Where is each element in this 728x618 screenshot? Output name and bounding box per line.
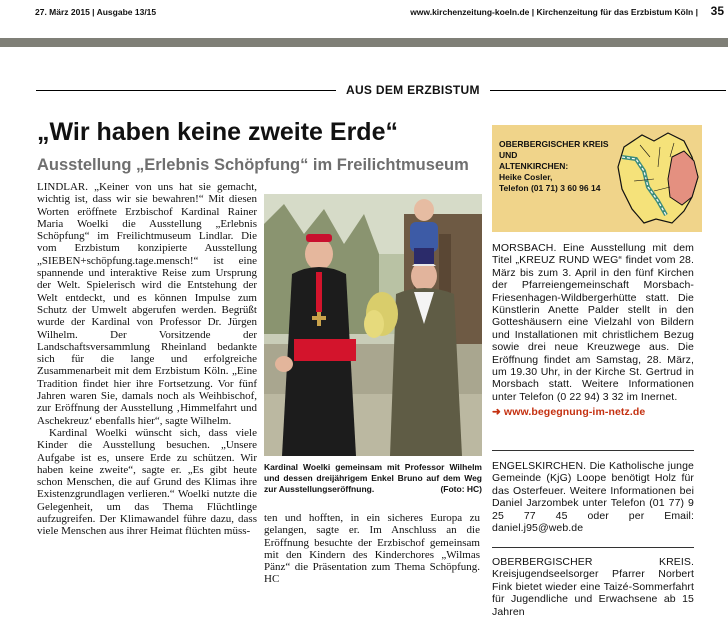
article-paragraph: LINDLAR. „Keiner von uns hat sie gemacht, wichtig ist, dass wir sie bewahren!“ Mit diesen Worten eröffnete Erzbischof Kardinal Rainer Maria Woelki die Ausstellung „Erlebnis Schöpfung“ im Freilichtmuseum Lindlar. Die vom Erzbistum konzipierte Ausstellung „SIEBEN+schöpfung.tage.mensch!“ ist eine spannende und interaktive Reise zum Ursprung der Welt. Spielerisch wird die Entstehung der Welt entdeckt, und es können Impulse zum Schutz der Umwelt abgerufen werden. Begrüßt wurde der Kardinal von Professor Dr. Jürgen Wilhelm. Der Vorsitzende der Landschaftsversammlung Rheinland bedankte sich für die lange und erfolgreiche Zusammenarbeit mit dem Erzbistum Köln. „Eine Tradition findet hier ihre Fortsetzung. Vor fünf Jahren waren Sie, damals noch als Weihbischof, zur Eröffnung der Ausstellung ‚Himmelfahrt und Aschekreuz‘ ebenfalls hier“, sagte Wilhelm. <box>37 181 257 427</box>
contact-phone: Telefon (01 71) 3 60 96 14 <box>499 183 601 193</box>
page-number: 35 <box>710 4 724 18</box>
article-column-2: ten und hofften, in ein sicheres Europa zu gelangen, sagte er. Im Anschluss an die Eröffnung besuchte der Erzbischof gemeinsam mit den Kindern des Kinderchores „Wilmas Pänz“ die Präsentation zum Thema Schöpfung. HC <box>264 512 480 586</box>
external-link[interactable]: www.begegnung-im-netz.de <box>503 406 646 419</box>
article-paragraph: Kardinal Woelki wünscht sich, dass viele Kinder die Ausstellung besuchen. „Unsere Aufgabe ist es, unsere Erde zu schützen. Wir haben keine zweite“, sagte er. „Es gibt heute schon Menschen, die auf Grund des Klimas ihre Existenzgrundlagen verlieren.“ Woelki nutzte die Gelegenheit, um das Thema Flüchtlinge aufzugreifen. Der Klimawandel führe dazu, dass viele Menschen aus ihrer Heimat flüchten müss- <box>37 426 257 538</box>
photo-credit: (Foto: HC) <box>440 484 482 494</box>
photo-caption <box>264 462 482 495</box>
article-headline: „Wir haben keine zweite Erde“ <box>37 118 398 146</box>
arrow-right-icon: ➜ <box>492 406 504 419</box>
article-column-1 <box>37 181 257 538</box>
section-header <box>36 80 726 100</box>
news-divider <box>492 547 694 548</box>
contact-infobox <box>492 125 702 232</box>
section-label: AUS DEM ERZBISTUM <box>336 80 490 100</box>
page-header <box>0 0 728 26</box>
contact-text <box>499 139 619 194</box>
site-url[interactable]: www.kirchenzeitung-koeln.de | Kirchenzeitung für das Erzbistum Köln | <box>410 7 698 17</box>
contact-region-line-2: ALTENKIRCHEN: <box>499 161 569 171</box>
contact-region-line-1: OBERBERGISCHER KREIS UND <box>499 139 609 160</box>
news-divider <box>492 450 694 451</box>
article-subheadline: Ausstellung „Erlebnis Schöpfung“ im Freilichtmuseum <box>37 156 469 174</box>
header-divider <box>0 38 728 47</box>
news-link-row <box>492 406 694 418</box>
contact-name: Heike Cosler, <box>499 172 553 182</box>
news-text: MORSBACH. Eine Ausstellung mit dem Titel „KREUZ RUND WEG“ findet vom 28. März bis zum 3. April in den fünf Kirchen der Pfarreiengemeinschaft Morsbach-Friesenhagen-Wildbergerhütte statt. Die Künstlerin Anette Palder stellt in den Gotteshäusern eine Vielzahl von Bildern und Installationen mit christlichem Bezug sowie drei neue Kreuzwege aus. Die Eröffnung findet am Samstag, 28. März, um 19.30 Uhr, in der Kirche St. Gertrud in Morsbach statt. Weitere Informationen unter Telefon (0 22 94) 3 32 im Inernet. <box>492 242 694 403</box>
news-item-engelskirchen: ENGELSKIRCHEN. Die Katholische junge Gemeinde (KjG) Loope benötigt Holz für das Osterfeuer. Weitere Informationen bei Daniel Jarzombek unter Telefon (01 77) 9 25 77 45 oder per Email: daniel.j95@web.de <box>492 460 694 535</box>
photo-illustration <box>264 194 482 456</box>
issue-date: 27. März 2015 | Ausgabe 13/15 <box>35 7 157 17</box>
news-item-morsbach <box>492 242 694 419</box>
article-photo <box>264 194 482 456</box>
caption-text: Kardinal Woelki gemeinsam mit Professor Wilhelm und dessen dreijährigem Enkel Bruno auf dem Weg zur Ausstellungseröffnung. <box>264 462 482 494</box>
news-item-oberbergischer-kreis: OBERBERGISCHER KREIS. Kreisjugendseelsorger Pfarrer Norbert Fink bietet wieder eine Taizé-Sommerfahrt für Jugendliche und Erwachsene ab 15 Jahren <box>492 556 694 618</box>
region-map-icon <box>614 127 702 227</box>
